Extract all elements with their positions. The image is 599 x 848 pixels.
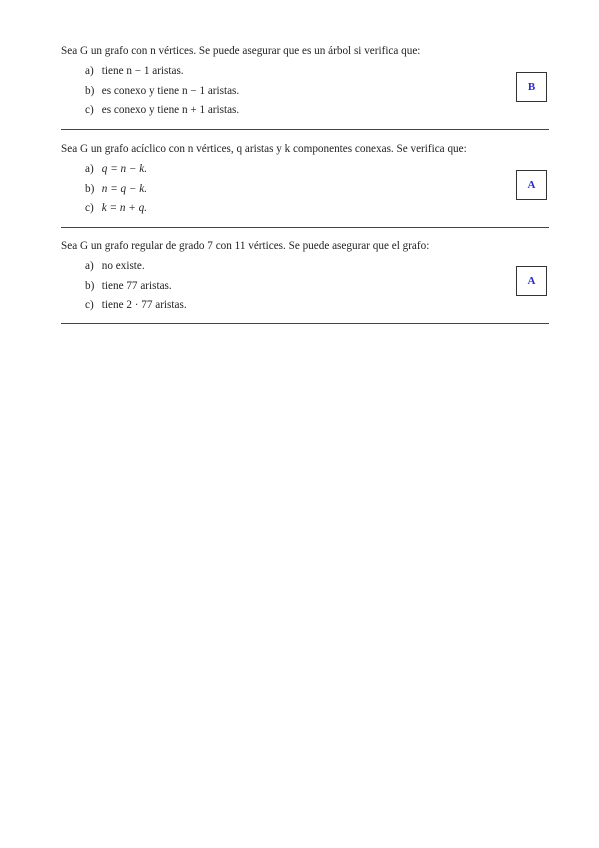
option-text: n = q − k. (101, 182, 148, 195)
option-text: no existe. (101, 260, 145, 272)
answer-box: A (516, 266, 547, 296)
option-c (85, 201, 549, 215)
answer-box: A (516, 170, 547, 200)
option-letter: a) (85, 65, 94, 77)
option-letter: b) (85, 182, 95, 195)
option-b (85, 84, 549, 98)
option-a (85, 64, 549, 78)
question-stem: Sea G un grafo regular de grado 7 con 11 vértices. Se puede asegurar que el grafo: (61, 240, 430, 252)
option-a (85, 162, 549, 176)
option-c (85, 298, 549, 312)
option-text: q = n − k. (101, 163, 148, 175)
question-stem: Sea G un grafo con n vértices. Se puede asegurar que es un árbol si verifica que: (61, 45, 421, 57)
option-letter: c) (85, 202, 94, 214)
separator-rule (61, 227, 549, 228)
option-c (85, 103, 549, 117)
option-text: es conexo y tiene n − 1 aristas. (101, 84, 240, 97)
option-b (85, 279, 549, 293)
separator-rule (61, 129, 549, 130)
option-text: tiene n − 1 aristas. (101, 65, 184, 77)
options-list (61, 259, 549, 312)
option-text: tiene 77 aristas. (101, 279, 172, 292)
options-list (61, 64, 549, 117)
option-text: tiene 2 · 77 aristas. (101, 299, 187, 311)
question-3 (61, 239, 549, 318)
question-2 (61, 142, 549, 221)
option-letter: c) (85, 299, 94, 311)
option-letter: a) (85, 260, 94, 272)
separator-rule (61, 323, 549, 324)
option-a (85, 259, 549, 273)
answer-box: B (516, 72, 547, 102)
question-stem: Sea G un grafo acíclico con n vértices, q aristas y k componentes conexas. Se verifica que: (61, 143, 467, 155)
option-letter: b) (85, 279, 95, 292)
option-letter: c) (85, 104, 94, 116)
options-list (61, 162, 549, 215)
option-letter: b) (85, 84, 95, 97)
question-1 (61, 44, 549, 123)
option-text: es conexo y tiene n + 1 aristas. (101, 104, 240, 116)
option-b (85, 182, 549, 196)
option-letter: a) (85, 163, 94, 175)
option-text: k = n + q. (101, 202, 148, 214)
